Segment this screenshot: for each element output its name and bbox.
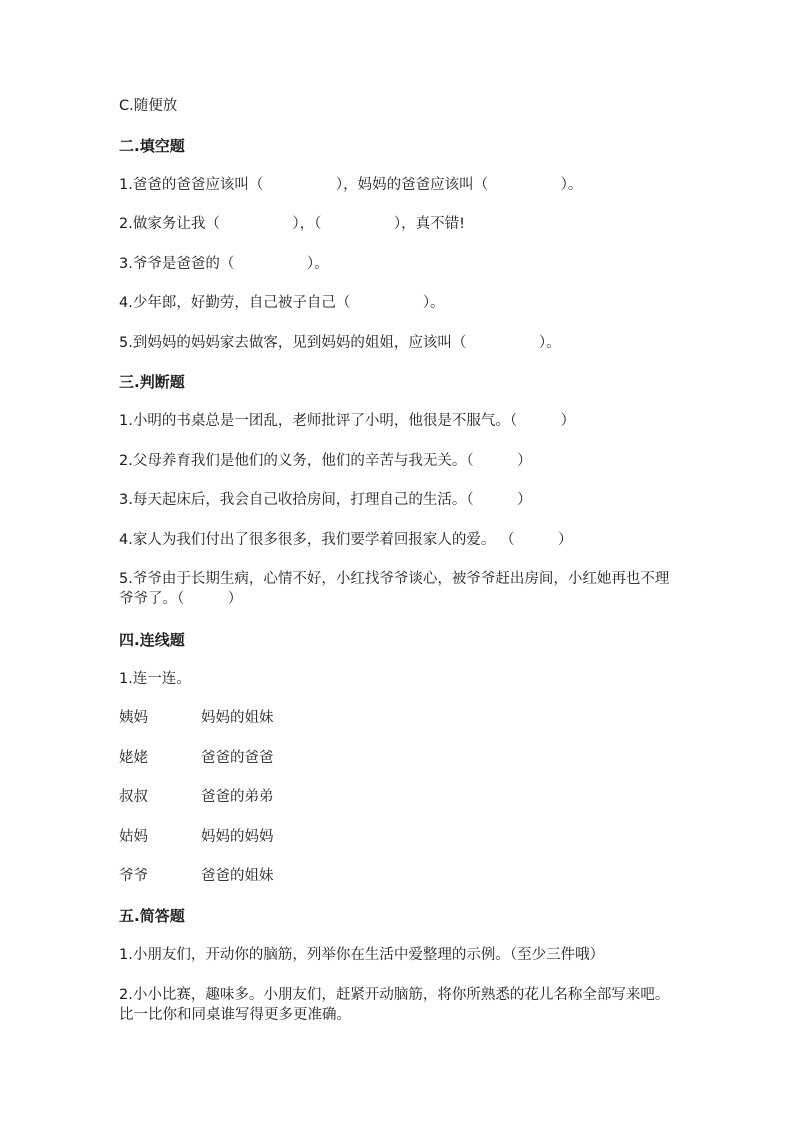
fill-item-3: 3.爷爷是爸爸的（ ）。 xyxy=(119,256,329,272)
match-right-3: 爸爸的弟弟 xyxy=(201,789,274,805)
fill-item-4: 4.少年郎，好勤劳，自己被子自己（ ）。 xyxy=(119,295,445,311)
short-item-2: 2.小小比赛，趣味多。小朋友们，赶紧开动脑筋，将你所熟悉的花儿名称全部写来吧。比一比你和同桌谁写得更多更准确。 xyxy=(119,987,670,1023)
section-fill-title: 二.填空题 xyxy=(119,137,185,155)
match-right-1: 妈妈的姐妹 xyxy=(201,710,274,726)
match-right-5: 爸爸的姐妹 xyxy=(201,868,274,884)
judge-item-1: 1.小明的书桌总是一团乱，老师批评了小明，他很是不服气。（ ） xyxy=(119,413,576,429)
fill-item-1: 1.爸爸的爸爸应该叫（ ），妈妈的爸爸应该叫（ ）。 xyxy=(119,177,583,193)
match-left-2: 姥姥 xyxy=(119,750,148,766)
match-pair-4 xyxy=(119,827,274,847)
section-judge-title: 三.判断题 xyxy=(119,373,185,391)
judge-item-4: 4.家人为我们付出了很多很多，我们要学着回报家人的爱。 （ ） xyxy=(119,532,573,548)
match-pair-3 xyxy=(119,787,274,807)
short-item-1: 1.小朋友们，开动你的脑筋，列举你在生活中爱整理的示例。（至少三件哦） xyxy=(119,947,605,963)
judge-item-2: 2.父母养育我们是他们的义务，他们的辛苦与我无关。（ ） xyxy=(119,453,532,469)
match-pair-2 xyxy=(119,748,274,768)
match-pair-5 xyxy=(119,866,274,886)
match-prompt: 1.连一连。 xyxy=(119,671,191,687)
fill-item-2: 2.做家务让我（ ），（ ），真不错! xyxy=(119,216,465,232)
match-right-4: 妈妈的妈妈 xyxy=(201,829,274,845)
section-short-title: 五.简答题 xyxy=(119,907,185,925)
match-left-1: 姨妈 xyxy=(119,710,148,726)
judge-item-5: 5.爷爷由于长期生病，心情不好，小红找爷爷谈心，被爷爷赶出房间，小红她再也不理爷爷了。（ ） xyxy=(119,571,670,607)
match-right-2: 爸爸的爸爸 xyxy=(201,750,274,766)
match-left-5: 爷爷 xyxy=(119,868,148,884)
match-left-4: 姑妈 xyxy=(119,829,148,845)
section-match-title: 四.连线题 xyxy=(119,631,185,649)
match-pair-1 xyxy=(119,708,274,728)
judge-item-3: 3.每天起床后，我会自己收拾房间，打理自己的生活。（ ） xyxy=(119,492,532,508)
match-left-3: 叔叔 xyxy=(119,789,148,805)
fill-item-5: 5.到妈妈的妈妈家去做客，见到妈妈的姐姐，应该叫（ ）。 xyxy=(119,335,561,351)
option-c: C.随便放 xyxy=(119,98,178,114)
